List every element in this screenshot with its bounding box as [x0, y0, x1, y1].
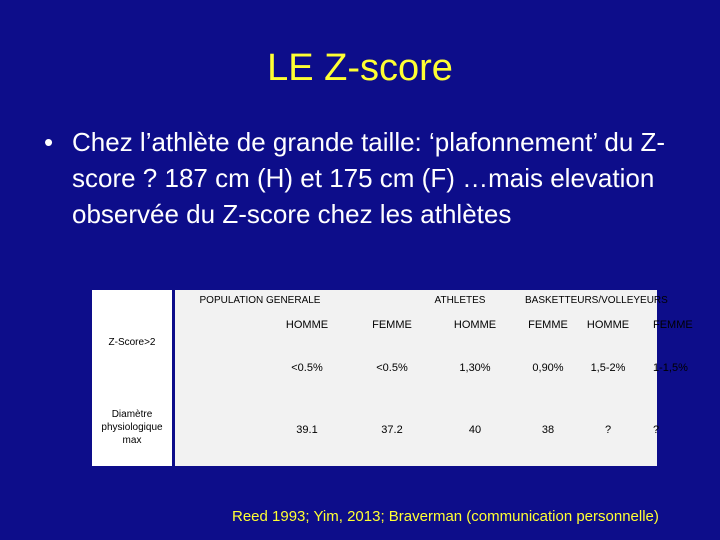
- column-header: FEMME: [653, 319, 693, 331]
- table-cell: 0,90%: [532, 362, 564, 374]
- column-header: HOMME: [285, 319, 329, 331]
- table-cell: 1,30%: [459, 362, 491, 374]
- table-cell: <0.5%: [291, 362, 323, 374]
- table-cell: 39.1: [296, 424, 318, 436]
- group-header-athletes: ATHLETES: [434, 295, 486, 306]
- table-cell: 1-1,5%: [653, 362, 688, 374]
- table-cell: 37.2: [381, 424, 403, 436]
- group-header-basketteurs-volleyeurs: BASKETTEURS/VOLLEYEURS: [525, 295, 668, 306]
- table-cell: 40: [468, 424, 482, 436]
- table-cell: 1,5-2%: [590, 362, 626, 374]
- column-header: HOMME: [586, 319, 630, 331]
- table-cell: ?: [653, 424, 660, 436]
- row-label-column: [92, 290, 172, 466]
- row-label-diametre: Diamètre physiologique max: [101, 409, 163, 446]
- table-grid: [175, 290, 693, 466]
- table-cell: ?: [604, 424, 612, 436]
- bullet-point: [44, 124, 694, 232]
- column-header: HOMME: [453, 319, 497, 331]
- row-label-zscore: Z-Score>2: [108, 337, 156, 348]
- group-header-population-generale: POPULATION GENERALE: [199, 295, 321, 306]
- table-cell: 38: [541, 424, 555, 436]
- column-header: FEMME: [372, 319, 412, 331]
- slide-title: LE Z-score: [267, 47, 453, 89]
- bullet-text: Chez l’athlète de grande taille: ‘plafonnement’ du Z-score ? 187 cm (H) et 175 cm (F) …mais elevation observée du Z-score chez les athlètes: [72, 127, 666, 229]
- table-cell: <0.5%: [376, 362, 408, 374]
- bullet-marker: •: [44, 127, 54, 157]
- zscore-table: [92, 290, 693, 466]
- citation: Reed 1993; Yim, 2013; Braverman (communication personnelle): [232, 508, 659, 525]
- column-header: FEMME: [528, 319, 568, 331]
